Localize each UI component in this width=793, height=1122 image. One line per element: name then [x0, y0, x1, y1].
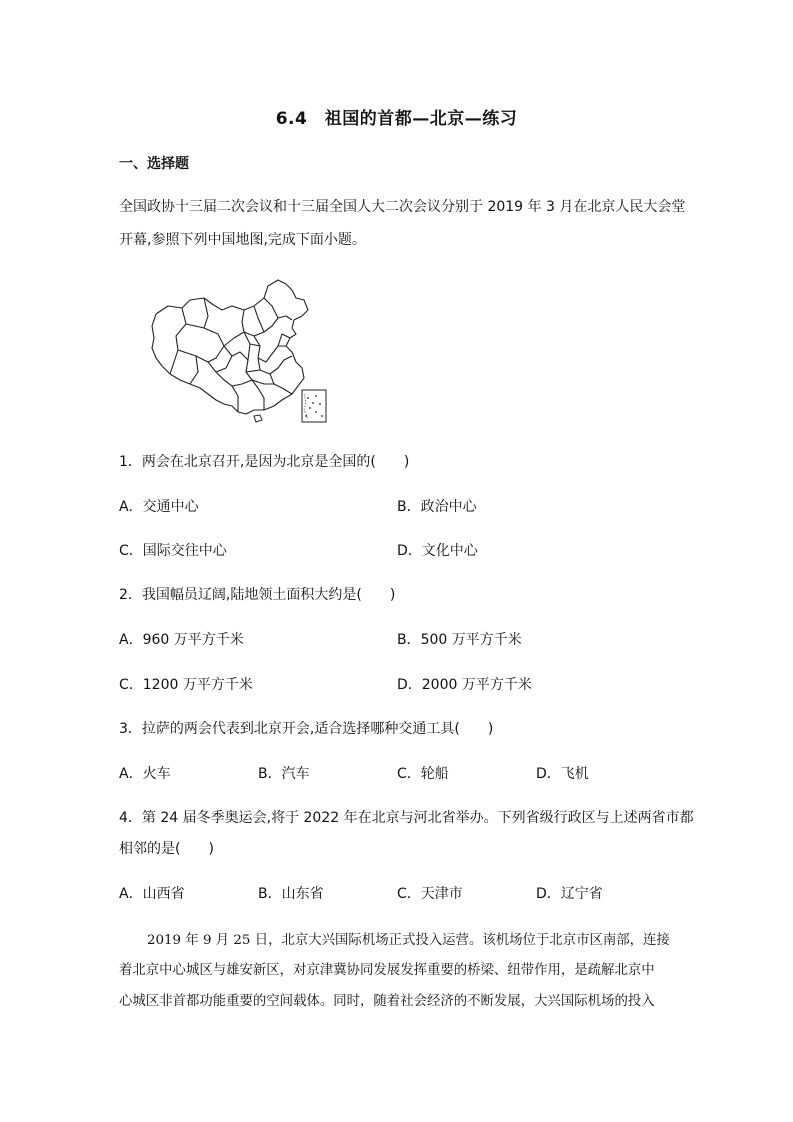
page-title: 6.4 祖国的首都—北京—练习 [275, 109, 518, 129]
question-1-option-b[interactable]: B．政治中心 [397, 499, 477, 515]
question-4-option-d[interactable]: D．辽宁省 [536, 886, 603, 902]
question-2-option-c[interactable]: C．1200 万平方千米 [119, 677, 253, 693]
question-4-option-b[interactable]: B．山东省 [258, 886, 324, 902]
question-2-stem: 2．我国幅员辽阔,陆地领土面积大约是( ) [119, 587, 396, 603]
question-4-option-c[interactable]: C．天津市 [397, 886, 463, 902]
passage-line-1: 2019 年 9 月 25 日，北京大兴国际机场正式投入运营。该机场位于北京市区南部，连接 [147, 933, 670, 948]
passage-line-3: 心城区非首都功能重要的空间载体。同时，随着社会经济的不断发展，大兴国际机场的投入 [119, 994, 655, 1009]
question-3-option-d[interactable]: D．飞机 [536, 766, 589, 782]
question-2-option-b[interactable]: B．500 万平方千米 [397, 632, 522, 648]
question-3-option-a[interactable]: A．火车 [119, 766, 171, 782]
question-4-stem-line-1: 4．第 24 届冬季奥运会,将于 2022 年在北京与河北省举办。下列省级行政区与上述两省市都 [119, 810, 694, 826]
china-outline-map-icon [146, 276, 332, 426]
question-1-option-a[interactable]: A．交通中心 [119, 499, 199, 515]
question-3-option-c[interactable]: C．轮船 [397, 766, 449, 782]
question-1-option-d[interactable]: D．文化中心 [397, 543, 478, 559]
question-2-option-a[interactable]: A．960 万平方千米 [119, 632, 244, 648]
passage-line-2: 着北京中心城区与雄安新区，对京津冀协同发展发挥重要的桥梁、纽带作用，是疏解北京中 [119, 963, 655, 978]
question-1-option-c[interactable]: C．国际交往中心 [119, 543, 227, 559]
question-3-stem: 3．拉萨的两会代表到北京开会,适合选择哪种交通工具( ) [119, 721, 494, 737]
section-heading: 一、选择题 [119, 156, 189, 172]
question-4-option-a[interactable]: A．山西省 [119, 886, 185, 902]
question-2-option-d[interactable]: D．2000 万平方千米 [397, 677, 532, 693]
question-1-stem: 1．两会在北京召开,是因为北京是全国的( ) [119, 454, 410, 470]
question-3-option-b[interactable]: B．汽车 [258, 766, 310, 782]
intro-line-2: 开幕,参照下列中国地图,完成下面小题。 [119, 232, 366, 248]
intro-line-1: 全国政协十三届二次会议和十三届全国人大二次会议分别于 2019 年 3 月在北京人民大会堂 [119, 199, 686, 215]
question-4-stem-line-2: 相邻的是( ) [119, 841, 214, 857]
